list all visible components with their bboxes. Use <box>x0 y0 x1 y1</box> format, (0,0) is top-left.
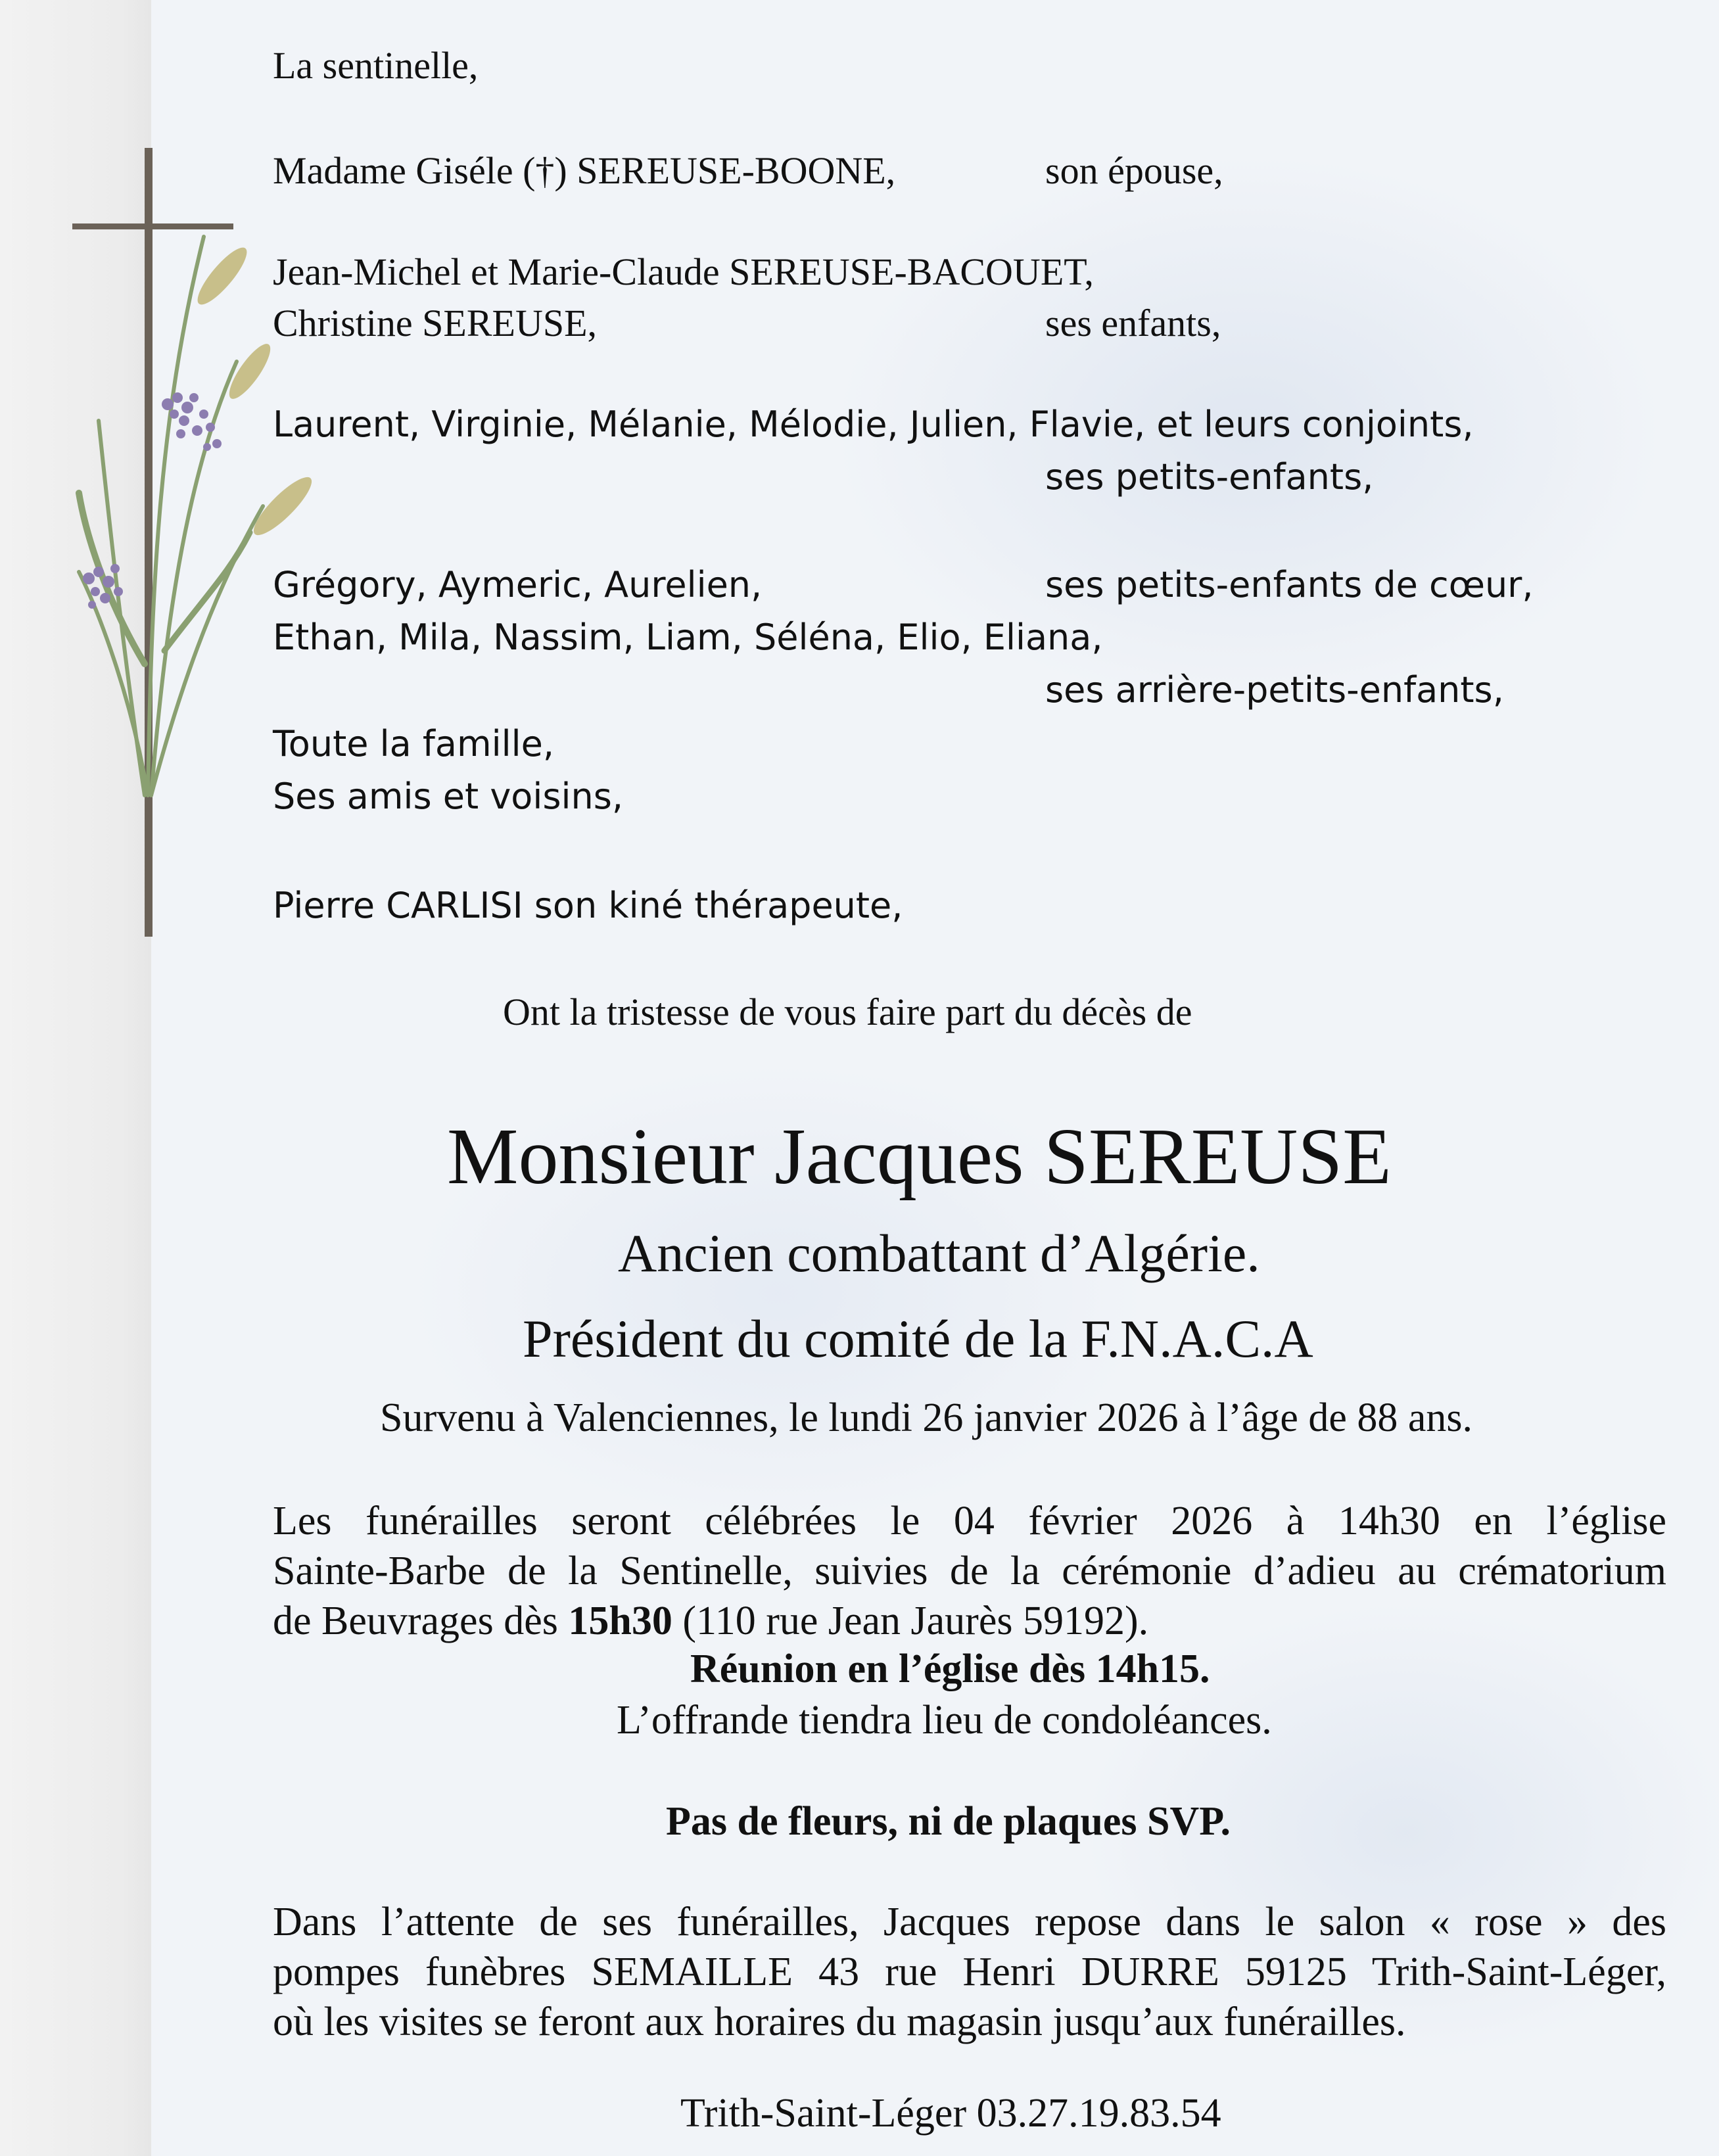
family-great-grandchildren-relation: ses arrière-petits-enfants, <box>1045 669 1504 711</box>
header-location: La sentinelle, <box>273 44 479 87</box>
death-info: Survenu à Valenciennes, le lundi 26 janvier 2026 à l’âge de 88 ans. <box>380 1395 1473 1440</box>
funeral-paragraph <box>273 1496 1666 1646</box>
family-children-relation: ses enfants, <box>1045 302 1221 344</box>
funeral-line-3-start: de Beuvrages dès <box>273 1599 569 1643</box>
family-spouse-name: Madame Giséle (†) SEREUSE-BOONE, <box>273 149 896 192</box>
funeral-line-3 <box>273 1596 1666 1646</box>
no-flowers-note: Pas de fleurs, ni de plaques SVP. <box>666 1799 1231 1844</box>
family-spouse-relation: son épouse, <box>1045 149 1223 192</box>
deceased-title-veteran: Ancien combattant d’Algérie. <box>618 1223 1260 1283</box>
funeral-line-1: Les funérailles seront célébrées le 04 février 2026 à 14h30 en l’église <box>273 1499 1666 1543</box>
viewing-line-3: où les visites se feront aux horaires du magasin jusqu’aux funérailles. <box>273 2000 1406 2044</box>
family-friends: Ses amis et voisins, <box>273 776 624 817</box>
family-child-1: Jean-Michel et Marie-Claude SEREUSE-BACOUET, <box>273 250 1094 293</box>
funeral-line-2: Sainte-Barbe de la Sentinelle, suivies de la cérémonie d’adieu au crématorium <box>273 1549 1666 1593</box>
family-grandchildren: Laurent, Virginie, Mélanie, Mélodie, Julien, Flavie, et leurs conjoints, <box>273 404 1474 445</box>
viewing-line-1: Dans l’attente de ses funérailles, Jacques repose dans le salon « rose » des <box>273 1900 1666 1944</box>
church-meeting: Réunion en l’église dès 14h15. <box>690 1647 1210 1691</box>
family-child-2: Christine SEREUSE, <box>273 302 598 344</box>
crematorium-time: 15h30 <box>568 1599 672 1643</box>
viewing-line-2: pompes funèbres SEMAILLE 43 rue Henri DURRE 59125 Trith-Saint-Léger, <box>273 1950 1666 1994</box>
family-heart-grandchildren-relation: ses petits-enfants de cœur, <box>1045 564 1534 605</box>
offering-note: L’offrande tiendra lieu de condoléances. <box>617 1698 1272 1743</box>
family-grandchildren-relation: ses petits-enfants, <box>1045 456 1374 498</box>
cross-icon <box>72 148 233 937</box>
wheat-stems-icon <box>79 237 263 795</box>
family-heart-grandchildren: Grégory, Aymeric, Aurelien, <box>273 564 763 605</box>
funeral-home-contact: Trith-Saint-Léger 03.27.19.83.54 <box>680 2091 1221 2136</box>
viewing-paragraph <box>273 1897 1666 2047</box>
family-all: Toute la famille, <box>273 723 554 764</box>
family-physio: Pierre CARLISI son kiné thérapeute, <box>273 885 903 926</box>
crematorium-address: 110 rue Jean Jaurès 59192). <box>696 1599 1149 1643</box>
deceased-title-president: Président du comité de la F.N.A.C.A <box>523 1309 1313 1369</box>
announcement-text: Ont la tristesse de vous faire part du décès de <box>503 991 1192 1033</box>
funeral-line-3-paren: ( <box>672 1599 696 1643</box>
family-great-grandchildren: Ethan, Mila, Nassim, Liam, Séléna, Elio, Eliana, <box>273 617 1103 658</box>
deceased-name: Monsieur Jacques SEREUSE <box>447 1112 1392 1201</box>
